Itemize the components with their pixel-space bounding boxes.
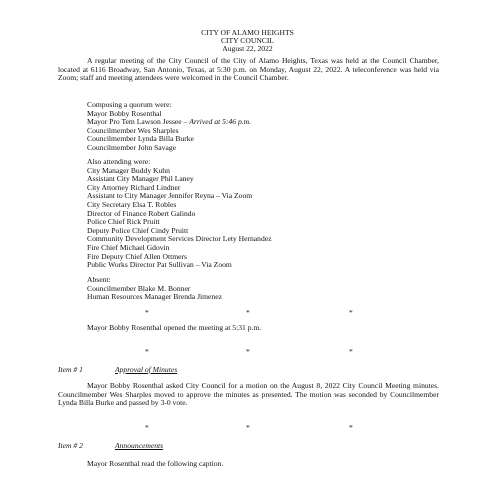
item-2-text bbox=[87, 460, 223, 469]
document-header bbox=[0, 29, 495, 54]
section-divider bbox=[0, 424, 495, 434]
attendee: Assistant to City Manager Jennifer Reyna – Via Zoom bbox=[87, 191, 253, 201]
attendee: Police Chief Rick Pruitt bbox=[87, 217, 160, 227]
also-attending-heading: Also attending were: bbox=[87, 157, 151, 166]
attendee: Assistant City Manager Phil Laney bbox=[87, 174, 194, 184]
divider-star: * bbox=[246, 347, 250, 356]
section-divider bbox=[0, 309, 495, 319]
item-number: Item # 2 bbox=[58, 441, 83, 450]
arrival-note: Arrived at 5:46 p.m. bbox=[189, 117, 252, 127]
attendee: Fire Chief Michael Gdovin bbox=[87, 242, 170, 252]
item-title: Approval of Minutes bbox=[115, 365, 178, 374]
quorum-member: Mayor Bobby Rosenthal bbox=[87, 108, 162, 118]
quorum-member-name: Mayor Pro Tem Lawson Jessee – bbox=[87, 117, 190, 127]
attendee: City Secretary Elsa T. Robles bbox=[87, 199, 177, 209]
attendee: City Manager Buddy Kuhn bbox=[87, 165, 170, 175]
attendee: Community Development Services Director Lety Hernandez bbox=[87, 234, 272, 244]
header-city-name: CITY OF ALAMO HEIGHTS bbox=[201, 28, 294, 37]
divider-star: * bbox=[145, 423, 149, 432]
absent-list bbox=[87, 276, 222, 302]
header-body-name: CITY COUNCIL bbox=[220, 36, 275, 46]
divider-star: * bbox=[246, 308, 250, 317]
intro-paragraph: A regular meeting of the City Council of the City of Alamo Heights, Texas was held at the Council Chamber, located at 6116 Broadway, San Antonio, Texas, at 5:30 p.m. on Monday, August 22, 2022. A teleconference was held via Zoom; staff and meeting attendees were welcomed in the Council Chamber. bbox=[58, 56, 439, 83]
quorum-list bbox=[87, 101, 251, 153]
quorum-member: Councilmember John Savage bbox=[87, 142, 176, 152]
section-divider bbox=[0, 348, 495, 358]
quorum-member: Councilmember Lynda Billa Burke bbox=[87, 134, 194, 144]
absent-member: Human Resources Manager Brenda Jimenez bbox=[87, 292, 222, 302]
item-1-text: Mayor Bobby Rosenthal asked City Council for a motion on the August 8, 2022 City Council Meeting minutes. Councilmember Wes Sharples moved to approve the minutes as presented. The motion was seconded by Councilmember Lynda Billa Burke and passed by 3-0 vote. bbox=[58, 381, 439, 408]
divider-star: * bbox=[145, 308, 149, 317]
attendee: Fire Deputy Chief Allen Ottmers bbox=[87, 251, 187, 261]
item-number: Item # 1 bbox=[58, 365, 83, 374]
item-title: Announcements bbox=[115, 441, 164, 450]
divider-star: * bbox=[145, 347, 149, 356]
attendee: City Attorney Richard Lindner bbox=[87, 182, 181, 192]
divider-star: * bbox=[349, 423, 353, 432]
opening-statement bbox=[87, 324, 261, 333]
quorum-member: Councilmember Wes Sharples bbox=[87, 125, 179, 135]
item-1-heading bbox=[58, 366, 177, 375]
attendee: Public Works Director Pat Sullivan – Via Zoom bbox=[87, 260, 232, 270]
attendee: Deputy Police Chief Cindy Pruitt bbox=[87, 225, 189, 235]
quorum-heading: Composing a quorum were: bbox=[87, 100, 172, 109]
divider-star: * bbox=[349, 308, 353, 317]
divider-star: * bbox=[349, 347, 353, 356]
opening-text: Mayor Bobby Rosenthal opened the meeting at 5:31 p.m. bbox=[87, 323, 262, 332]
absent-heading: Absent: bbox=[87, 275, 111, 284]
item-2-heading bbox=[58, 442, 163, 451]
item-2-text-line: Mayor Rosenthal read the following caption. bbox=[87, 459, 224, 468]
attendee: Director of Finance Robert Galindo bbox=[87, 208, 196, 218]
header-date: August 22, 2022 bbox=[222, 44, 273, 54]
divider-star: * bbox=[246, 423, 250, 432]
absent-member: Councilmember Blake M. Bonner bbox=[87, 283, 191, 293]
also-attending-list bbox=[87, 158, 272, 270]
